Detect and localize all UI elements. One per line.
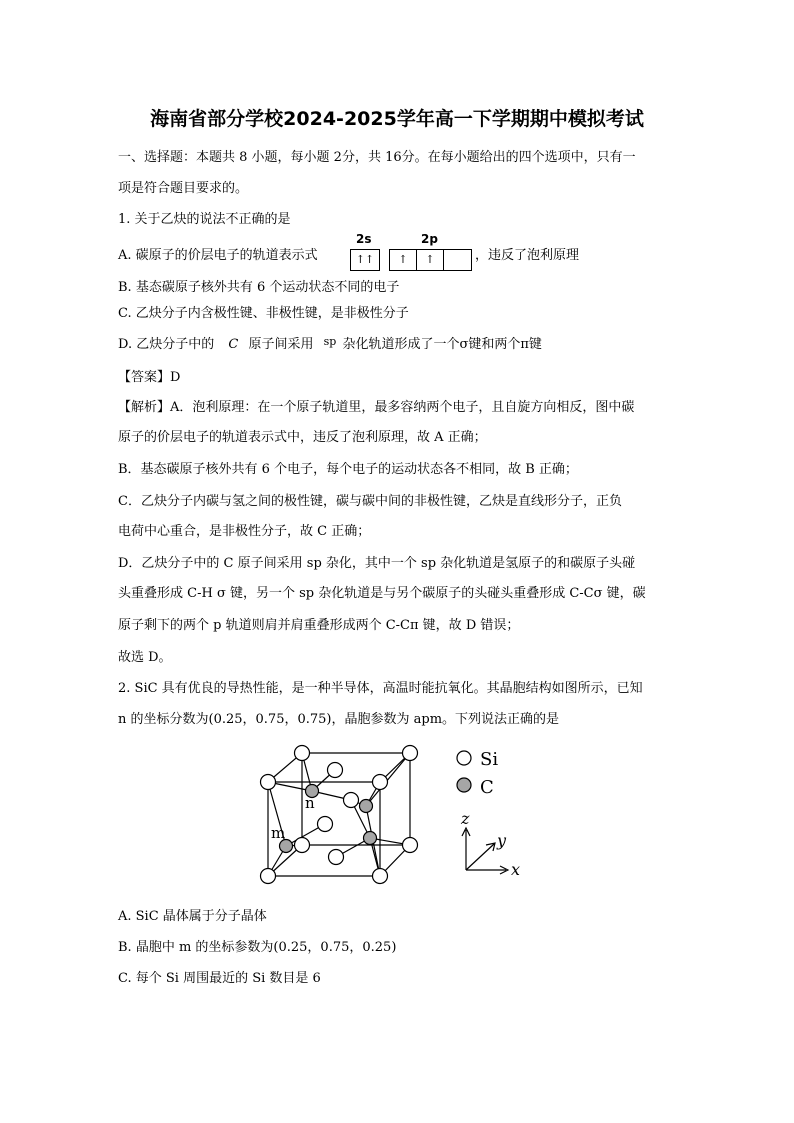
- orbital-2s-cell: ↑↑: [355, 253, 375, 266]
- si-atom: [318, 817, 333, 832]
- q1-option-d-suffix: 杂化轨道形成了一个σ键和两个π键: [342, 337, 542, 352]
- axis-label-y: y: [497, 831, 507, 850]
- si-atom: [344, 793, 359, 808]
- q1-option-b: B. 基态碳原子核外共有 6 个运动状态不同的电子: [118, 280, 400, 295]
- si-atom: [403, 838, 418, 853]
- si-atom: [403, 746, 418, 761]
- c-atom: [360, 800, 373, 813]
- q1-explanation-line: B．基态碳原子核外共有 6 个电子，每个电子的运动状态各不相同，故 B 正确；: [118, 462, 578, 477]
- atom-label-n: n: [305, 794, 315, 812]
- si-atoms: [261, 746, 418, 884]
- q2-option-a: A. SiC 晶体属于分子晶体: [118, 909, 267, 924]
- section-instructions-line2: 项是符合题目要求的。: [118, 181, 249, 196]
- q1-stem: 1. 关于乙炔的说法不正确的是: [118, 212, 291, 227]
- si-atom: [329, 850, 344, 865]
- si-atom: [295, 838, 310, 853]
- si-atom: [295, 746, 310, 761]
- orbital-2p-cell: ↑: [390, 250, 417, 270]
- legend-si-label: Si: [480, 749, 499, 770]
- q1-answer: 【答案】D: [118, 370, 181, 385]
- si-atom: [328, 763, 343, 778]
- legend-c-label: C: [480, 777, 494, 798]
- q1-explanation-line: 头重叠形成 C-H σ 键，另一个 sp 杂化轨道是与另个碳原子的头碰头重叠形成 C-Cσ 键，碳: [118, 586, 646, 601]
- q1-explanation-line: D．乙炔分子中的 C 原子间采用 sp 杂化，其中一个 sp 杂化轨道是氢原子的和碳原子头碰: [118, 556, 636, 571]
- orbital-2s-label: 2s: [356, 232, 372, 246]
- section-instructions-line1: 一、选择题：本题共 8 小题，每小题 2分，共 16分。在每小题给出的四个选项中，只有一: [118, 150, 636, 165]
- q1-explanation-line: 【解析】A．泡利原理：在一个原子轨道里，最多容纳两个电子，且自旋方向相反，图中碳: [118, 400, 635, 415]
- axis-label-x: x: [511, 860, 521, 879]
- q1-option-a-prefix: A. 碳原子的价层电子的轨道表示式: [118, 248, 318, 263]
- q1-explanation-line: 电荷中心重合，是非极性分子，故 C 正确；: [118, 524, 371, 539]
- q2-stem-line1: 2. SiC 具有优良的导热性能，是一种半导体，高温时能抗氧化。其晶胞结构如图所示，已知: [118, 681, 643, 696]
- q1-explanation-line: C．乙炔分子内碳与氢之间的极性键，碳与碳中间的非极性键，乙炔是直线形分子，正负: [118, 494, 622, 509]
- q2-option-c: C. 每个 Si 周围最近的 Si 数目是 6: [118, 971, 321, 986]
- q1-explanation-line: 原子剩下的两个 p 轨道则肩并肩重叠形成两个 C-Cπ 键，故 D 错误；: [118, 618, 520, 633]
- q1-explanation-line: 故选 D。: [118, 650, 172, 665]
- si-atom: [261, 869, 276, 884]
- c-atom: [364, 832, 377, 845]
- orbital-2p-label: 2p: [421, 232, 438, 246]
- q1-option-d-sp: sp: [323, 335, 337, 348]
- legend-c-marker: [457, 778, 471, 792]
- q2-option-b: B. 晶胞中 m 的坐标参数为(0.25，0.75，0.25): [118, 940, 397, 955]
- axis-label-z: z: [461, 809, 470, 828]
- legend-si-marker: [457, 751, 471, 765]
- q1-option-d-prefix: D. 乙炔分子中的: [118, 337, 215, 352]
- atom-label-m: m: [271, 824, 286, 842]
- q2-stem-line2: n 的坐标分数为(0.25，0.75，0.75)，晶胞参数为 apm。下列说法正确的是: [118, 712, 560, 727]
- orbital-2p-cell: ↑: [417, 250, 444, 270]
- exam-title: 海南省部分学校2024-2025学年高一下学期期中模拟考试: [150, 108, 644, 130]
- q1-option-d-mid: 原子间采用: [248, 337, 314, 352]
- si-atom: [261, 775, 276, 790]
- si-atom: [373, 869, 388, 884]
- q1-option-c: C. 乙炔分子内含极性键、非极性键，是非极性分子: [118, 306, 409, 321]
- si-atom: [373, 775, 388, 790]
- q1-option-d-c: C: [228, 337, 239, 352]
- q1-option-a-suffix: ，违反了泡利原理: [475, 248, 580, 263]
- q1-explanation-line: 原子的价层电子的轨道表示式中，违反了泡利原理，故 A 正确；: [118, 430, 487, 445]
